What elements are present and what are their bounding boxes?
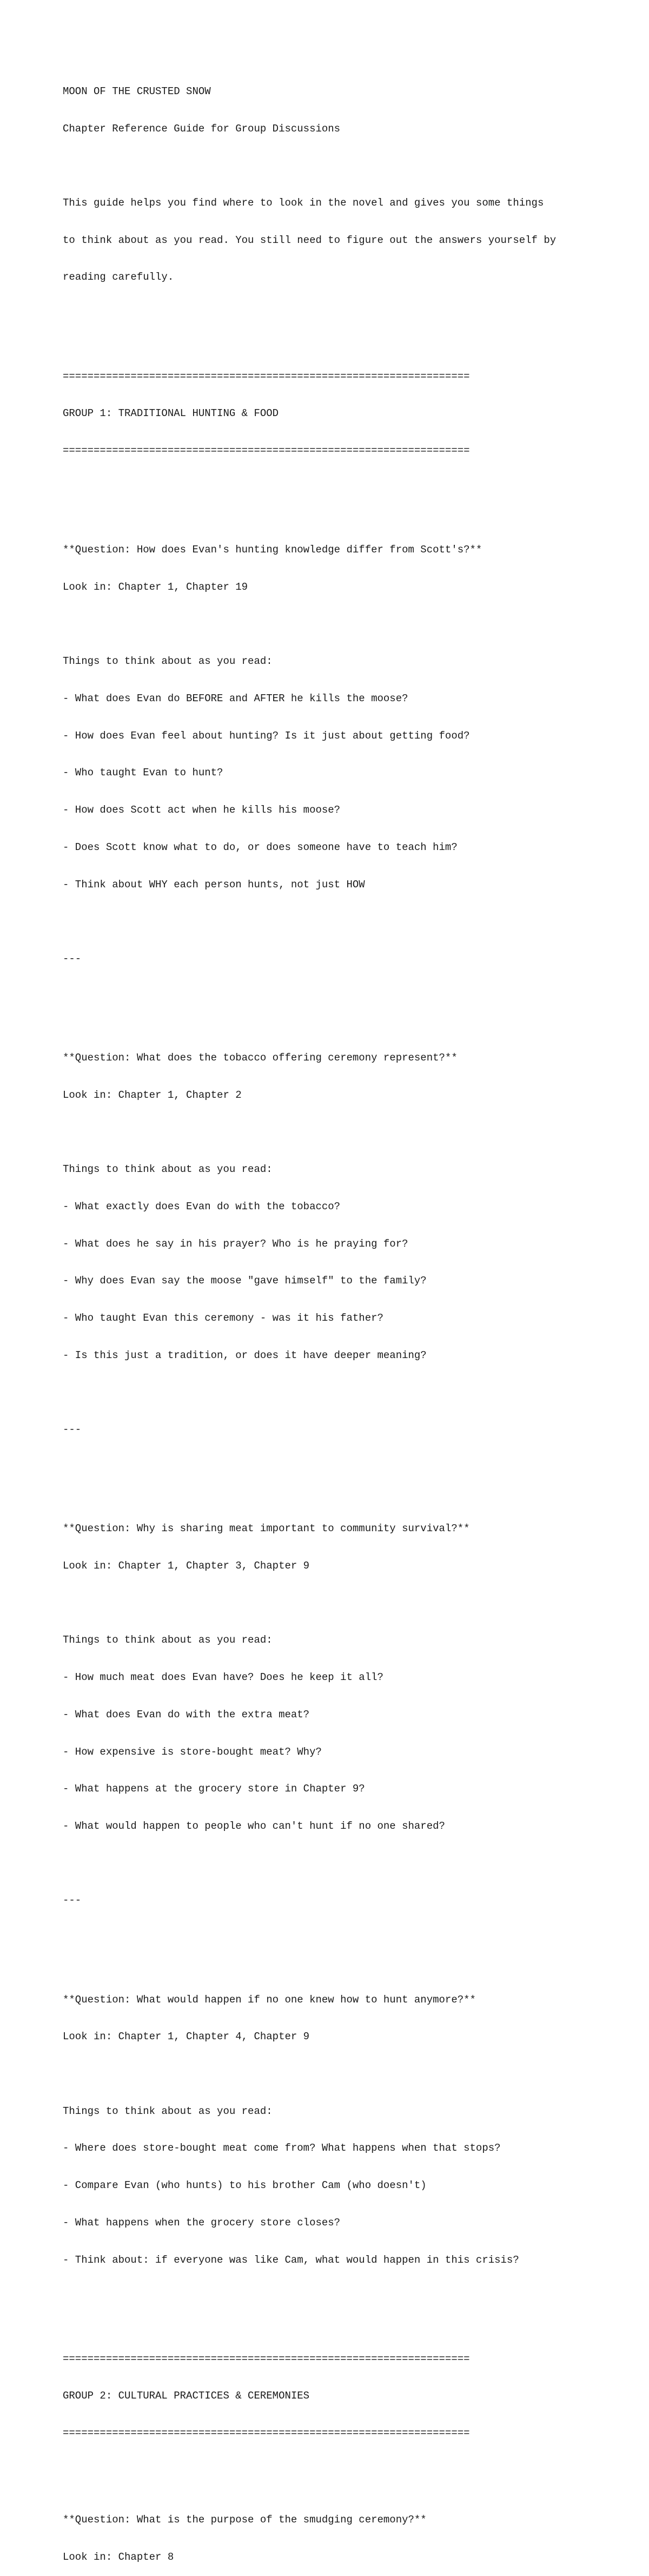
document-subtitle: Chapter Reference Guide for Group Discussions <box>63 122 341 135</box>
think-point: - Think about: if everyone was like Cam, what would happen in this crisis? <box>63 2254 519 2266</box>
blank-line <box>63 2291 604 2303</box>
think-point: - Who taught Evan this ceremony - was it his father? <box>63 1312 383 1325</box>
blank-line <box>63 482 604 495</box>
think-point: - How expensive is store-bought meat? Why? <box>63 1745 322 1758</box>
blank-line <box>63 1386 604 1399</box>
question-line: **Question: What does the tobacco offering ceremony represent?** <box>63 1052 458 1064</box>
blank-line <box>63 990 604 1003</box>
think-point: - What happens when the grocery store closes? <box>63 2216 341 2229</box>
look-in-line: Look in: Chapter 1, Chapter 4, Chapter 9 <box>63 2031 310 2043</box>
think-point: - What happens at the grocery store in Chapter 9? <box>63 1783 365 1795</box>
blank-line <box>63 1857 604 1870</box>
blank-line <box>63 308 604 321</box>
blank-line <box>63 1126 604 1139</box>
blank-line <box>63 2465 604 2477</box>
blank-line <box>63 2068 604 2080</box>
blank-line <box>63 915 604 928</box>
think-heading: Things to think about as you read: <box>63 1163 273 1176</box>
question-separator: --- <box>63 1424 82 1436</box>
question-separator: --- <box>63 952 82 965</box>
blank-line <box>63 1597 604 1610</box>
section-divider: ================================================================== <box>63 370 470 383</box>
intro-line: to think about as you read. You still need to figure out the answers yourself by <box>63 234 557 246</box>
section-divider: ================================================================== <box>63 2353 470 2365</box>
think-point: - What would happen to people who can't hunt if no one shared? <box>63 1820 445 1832</box>
look-in-line: Look in: Chapter 1, Chapter 19 <box>63 581 248 593</box>
think-point: - How does Evan feel about hunting? Is it just about getting food? <box>63 729 470 742</box>
section-divider: ================================================================== <box>63 2427 470 2440</box>
question-separator: --- <box>63 1894 82 1907</box>
think-point: - Who taught Evan to hunt? <box>63 767 223 779</box>
look-in-line: Look in: Chapter 1, Chapter 3, Chapter 9 <box>63 1560 310 1572</box>
group-heading: GROUP 2: CULTURAL PRACTICES & CEREMONIES <box>63 2390 310 2402</box>
think-point: - Is this just a tradition, or does it have deeper meaning? <box>63 1349 427 1361</box>
question-line: **Question: What would happen if no one knew how to hunt anymore?** <box>63 1993 476 2006</box>
document-page <box>63 61 604 2576</box>
blank-line <box>63 618 604 631</box>
think-point: - How does Scott act when he kills his moose? <box>63 804 341 816</box>
look-in-line: Look in: Chapter 1, Chapter 2 <box>63 1089 242 1101</box>
think-point: - Compare Evan (who hunts) to his brother Cam (who doesn't) <box>63 2179 427 2192</box>
question-line: **Question: Why is sharing meat important to community survival?** <box>63 1523 470 1535</box>
think-point: - What does he say in his prayer? Who is he praying for? <box>63 1237 408 1250</box>
look-in-line: Look in: Chapter 8 <box>63 2551 174 2564</box>
section-divider: ================================================================== <box>63 444 470 457</box>
think-heading: Things to think about as you read: <box>63 2105 273 2117</box>
document-title: MOON OF THE CRUSTED SNOW <box>63 85 211 97</box>
think-point: - Does Scott know what to do, or does someone have to teach him? <box>63 841 458 853</box>
question-line: **Question: How does Evan's hunting knowledge differ from Scott's?** <box>63 544 482 556</box>
think-point: - What does Evan do BEFORE and AFTER he kills the moose? <box>63 692 408 704</box>
intro-line: reading carefully. <box>63 271 174 284</box>
think-heading: Things to think about as you read: <box>63 655 273 668</box>
blank-line <box>63 1932 604 1944</box>
blank-line <box>63 160 604 172</box>
think-point: - How much meat does Evan have? Does he keep it all? <box>63 1671 383 1684</box>
think-point: - Think about WHY each person hunts, not just HOW <box>63 878 365 891</box>
group-heading: GROUP 1: TRADITIONAL HUNTING & FOOD <box>63 407 279 420</box>
think-point: - What exactly does Evan do with the tobacco? <box>63 1200 341 1213</box>
think-point: - Where does store-bought meat come from? What happens when that stops? <box>63 2142 501 2155</box>
think-point: - What does Evan do with the extra meat? <box>63 1708 310 1721</box>
blank-line <box>63 1461 604 1473</box>
think-point: - Why does Evan say the moose "gave himself" to the family? <box>63 1275 427 1287</box>
think-heading: Things to think about as you read: <box>63 1634 273 1646</box>
intro-line: This guide helps you find where to look in the novel and gives you some things <box>63 196 544 209</box>
question-line: **Question: What is the purpose of the smudging ceremony?** <box>63 2514 427 2526</box>
